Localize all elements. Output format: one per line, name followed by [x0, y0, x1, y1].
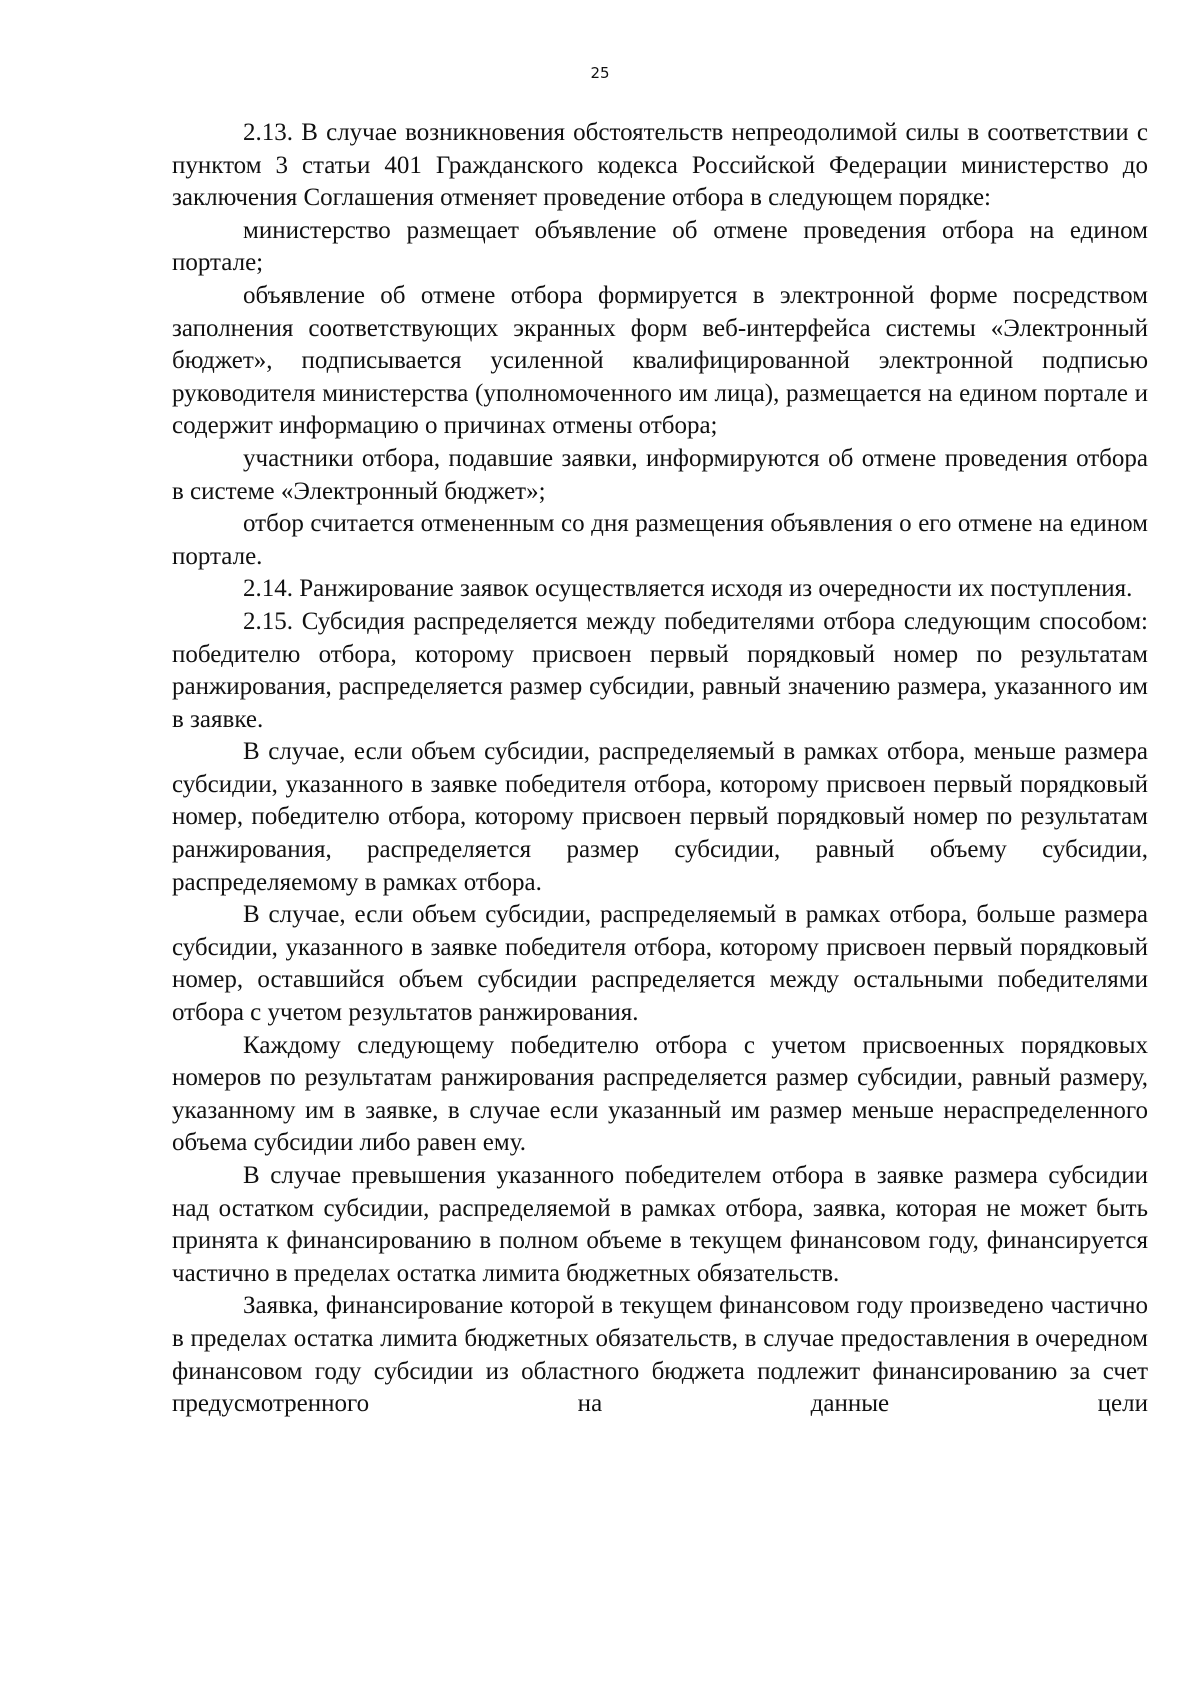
paragraph-2-14: 2.14. Ранжирование заявок осуществляется исходя из очередности их поступления. [243, 575, 1133, 603]
paragraph: Каждому следующему победителю отбора с учетом присвоенных порядковых номеров по результатам ранжирования распределяется размер субсидии, равный размеру, указанному им в заявке, в случае если указанный им размер меньше нераспределенного объема субсидии либо равен ему. [172, 1031, 1148, 1157]
paragraph: министерство размещает объявление об отмене проведения отбора на едином портале; [172, 216, 1148, 277]
paragraph-2-15: 2.15. Субсидия распределяется между победителями отбора следующим способом: победителю отбора, которому присвоен первый порядковый номер по результатам ранжирования, распределяется размер субсидии, равный значению размера, указанного им в заявке. [172, 607, 1148, 733]
paragraph: В случае превышения указанного победителем отбора в заявке размера субсидии над остатком субсидии, распределяемой в рамках отбора, заявка, которая не может быть принята к финансированию в полном объеме в текущем финансовом году, финансируется частично в пределах остатка лимита бюджетных обязательств. [172, 1162, 1148, 1287]
paragraph: объявление об отмене отбора формируется в электронной форме посредством заполнения соответствующих экранных форм веб-интерфейса системы «Электронный бюджет», подписывается усиленной квалифицированной электронной подписью руководителя министерства (уполномоченного им лица), размещается на едином портале и содержит информацию о причинах отмены отбора; [172, 281, 1148, 440]
paragraph: участники отбора, подавшие заявки, информируются об отмене проведения отбора в системе «Электронный бюджет»; [172, 444, 1148, 505]
paragraph: Заявка, финансирование которой в текущем финансовом году произведено частично в пределах остатка лимита бюджетных обязательств, в случае предоставления в очередном финансовом году субсидии из областного бюджета подлежит финансированию за счет предусмотренного на данные цели [172, 1292, 1148, 1418]
paragraph-2-13: 2.13. В случае возникновения обстоятельств непреодолимой силы в соответствии с пунктом 3 статьи 401 Гражданского кодекса Российской Федерации министерство до заключения Соглашения отменяет проведение отбора в следующем порядке: [172, 119, 1148, 212]
paragraph: В случае, если объем субсидии, распределяемый в рамках отбора, больше размера субсидии, указанного в заявке победителя отбора, которому присвоен первый порядковый номер, оставшийся объем субсидии распределяется между остальными победителями отбора с учетом результатов ранжирования. [172, 901, 1148, 1027]
paragraph: отбор считается отмененным со дня размещения объявления о его отмене на едином портале. [172, 510, 1148, 570]
paragraph: В случае, если объем субсидии, распределяемый в рамках отбора, меньше размера субсидии, указанного в заявке победителя отбора, которому присвоен первый порядковый номер, победителю отбора, которому присвоен первый порядковый номер по результатам ранжирования, распределяется размер субсидии, равный объему субсидии, распределяемому в рамках отбора. [172, 738, 1148, 896]
document-body [172, 117, 1148, 1421]
page-number: 25 [590, 64, 610, 82]
